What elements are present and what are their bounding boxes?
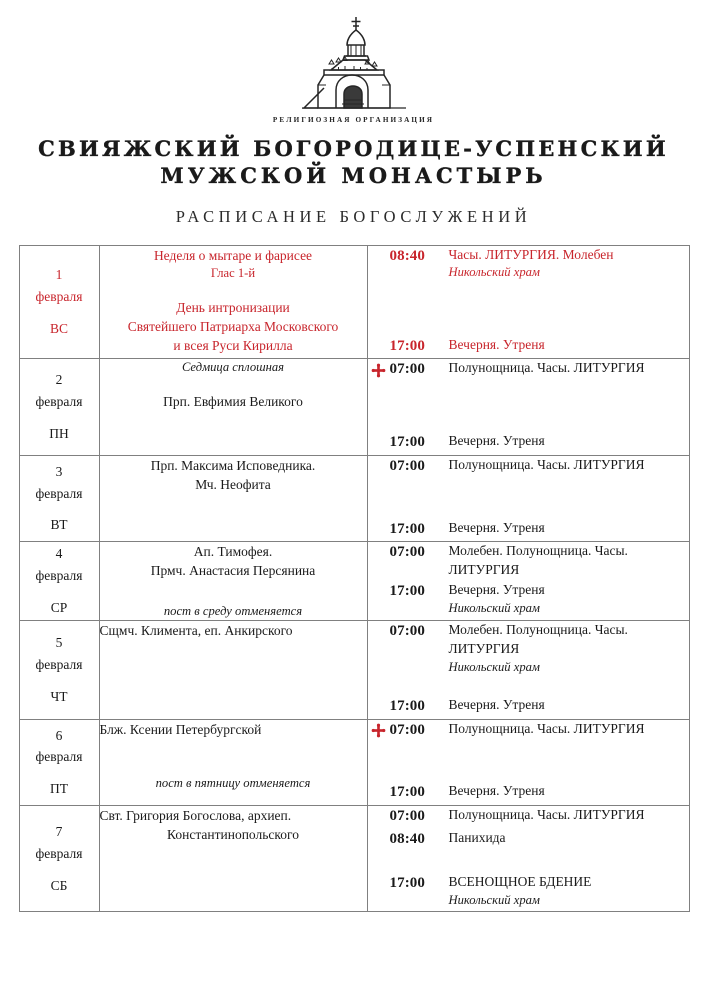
monastery-logo — [0, 14, 707, 124]
service-time: 07:00 — [389, 721, 425, 738]
service-cross-slot — [368, 621, 390, 624]
date-month: февраля — [35, 289, 83, 305]
service-details — [449, 873, 689, 909]
service-details — [449, 720, 689, 739]
table-row — [19, 455, 689, 541]
service-name: Полунощница. Часы. ЛИТУРГИЯ — [448, 720, 645, 736]
service-cross-slot — [368, 720, 390, 738]
service-name: Молебен. Полунощница. Часы. ЛИТУРГИЯ — [448, 622, 628, 656]
service-venue: Никольский храм — [448, 893, 540, 908]
services-cell — [367, 621, 689, 719]
date-month: февраля — [35, 657, 83, 673]
service-entry — [368, 542, 689, 579]
service-cross-slot — [368, 782, 390, 785]
services-cell — [367, 806, 689, 912]
service-entry — [368, 696, 689, 717]
service-details — [449, 696, 689, 715]
service-name: Вечерня. Утреня — [448, 783, 545, 799]
service-details — [449, 519, 689, 538]
service-entry — [368, 581, 689, 617]
feast-spacer — [100, 377, 367, 392]
feast-block — [100, 359, 367, 411]
service-entry — [368, 456, 689, 477]
service-details — [449, 456, 689, 475]
services-cell — [367, 719, 689, 805]
service-time: 07:00 — [389, 544, 425, 561]
date-cell — [19, 245, 99, 359]
service-entry — [368, 782, 689, 803]
masthead — [0, 0, 707, 124]
date-day: 7 — [55, 823, 63, 839]
feast-cell — [99, 359, 367, 455]
date-weekday: ВТ — [50, 517, 68, 533]
date-cell — [19, 719, 99, 805]
fasting-note: пост в среду отменяется — [163, 603, 303, 618]
service-name: Панихида — [448, 829, 506, 845]
table-row — [19, 542, 689, 621]
feast-cell — [99, 806, 367, 912]
date-day: 1 — [55, 267, 63, 283]
date-cell — [19, 455, 99, 541]
services-cell — [367, 542, 689, 621]
services-cell — [367, 359, 689, 455]
feast-block — [100, 621, 367, 640]
service-details — [449, 621, 689, 676]
service-name: Молебен. Полунощница. Часы. ЛИТУРГИЯ — [448, 543, 628, 577]
feast-line: Константинопольского — [167, 827, 299, 843]
feast-cell — [99, 621, 367, 719]
service-entry — [368, 519, 689, 540]
date-weekday: ПТ — [50, 781, 68, 797]
date-month: февраля — [35, 749, 83, 765]
table-row — [19, 806, 689, 912]
date-cell — [19, 806, 99, 912]
service-time: 07:00 — [389, 457, 425, 474]
date-weekday: СБ — [50, 877, 68, 893]
service-cross-slot — [368, 696, 390, 699]
service-time: 17:00 — [389, 583, 425, 600]
service-name: Полунощница. Часы. ЛИТУРГИЯ — [448, 456, 645, 472]
service-cross-slot — [368, 829, 390, 832]
service-time: 07:00 — [389, 623, 425, 640]
date-weekday: ПН — [49, 426, 69, 442]
feast-line: Седмица сплошная — [181, 360, 285, 375]
fasting-note: пост в пятницу отменяется — [155, 775, 311, 790]
service-name: Часы. ЛИТУРГИЯ. Молебен — [448, 246, 614, 262]
logo-caption: РЕЛИГИОЗНАЯ ОРГАНИЗАЦИЯ — [272, 116, 435, 124]
table-row — [19, 245, 689, 359]
date-month: февраля — [35, 845, 83, 861]
service-time: 07:00 — [389, 808, 425, 825]
service-time: 08:40 — [389, 247, 425, 264]
service-details — [449, 782, 689, 801]
service-name: Вечерня. Утреня — [448, 582, 545, 598]
feast-block — [100, 720, 367, 739]
service-name: Полунощница. Часы. ЛИТУРГИЯ — [448, 360, 645, 376]
service-cross-slot — [368, 246, 390, 249]
services-cell — [367, 245, 689, 359]
service-details — [449, 829, 689, 848]
service-name: Вечерня. Утреня — [448, 433, 545, 449]
service-name: Вечерня. Утреня — [448, 697, 545, 712]
service-name: Полунощница. Часы. ЛИТУРГИЯ — [448, 807, 645, 823]
service-entry — [368, 621, 689, 676]
service-details — [449, 336, 689, 355]
service-time: 17:00 — [389, 875, 425, 892]
service-venue: Никольский храм — [448, 659, 540, 674]
service-entry — [368, 246, 689, 282]
service-entry — [368, 873, 689, 909]
feast-line: Глас 1-й — [210, 265, 256, 280]
services-cell — [367, 455, 689, 541]
feast-line: Свт. Григория Богослова, архиеп. — [99, 808, 292, 824]
date-month: февраля — [35, 568, 83, 584]
service-spacer — [368, 742, 689, 782]
service-spacer — [368, 284, 689, 336]
service-cross-slot — [368, 873, 390, 876]
feast-cell — [99, 719, 367, 805]
service-time: 17:00 — [389, 337, 425, 354]
service-entry — [368, 359, 689, 380]
date-day: 4 — [55, 546, 63, 562]
feast-cell — [99, 542, 367, 621]
service-time: 08:40 — [389, 830, 425, 847]
service-name: ВСЕНОЩНОЕ БДЕНИЕ — [448, 874, 592, 890]
service-cross-slot — [368, 456, 390, 459]
date-month: февраля — [35, 394, 83, 410]
feast-line: Мч. Неофита — [195, 476, 271, 492]
service-cross-slot — [368, 542, 390, 545]
service-details — [449, 359, 689, 378]
feast-line: Сщмч. Климента, еп. Анкирского — [99, 623, 293, 639]
service-time: 17:00 — [389, 784, 425, 801]
table-row — [19, 719, 689, 805]
service-spacer — [368, 851, 689, 873]
feast-line: Прп. Евфимия Великого — [163, 394, 303, 410]
service-details — [449, 542, 689, 579]
monastery-title-line-2: МУЖСКОЙ МОНАСТЫРЬ — [160, 162, 547, 188]
service-details — [449, 432, 689, 451]
service-cross-slot — [368, 581, 390, 584]
service-venue: Никольский храм — [448, 265, 540, 280]
service-schedule-table — [19, 245, 690, 913]
feast-block — [100, 456, 367, 494]
service-details — [449, 246, 689, 282]
service-cross-slot — [368, 432, 390, 435]
feast-block — [100, 806, 367, 844]
date-weekday: СР — [50, 600, 68, 616]
service-entry — [368, 829, 689, 850]
schedule-table-body — [19, 245, 689, 912]
orthodox-cross-icon — [371, 723, 386, 738]
date-month: февраля — [35, 485, 83, 501]
feast-line: Блж. Ксении Петербургской — [99, 721, 262, 737]
feast-line: Ап. Тимофея. — [193, 544, 273, 560]
service-details — [449, 806, 689, 825]
service-spacer — [368, 678, 689, 696]
feast-cell — [99, 245, 367, 359]
monastery-gate-tower-icon — [300, 14, 408, 112]
service-entry — [368, 720, 689, 741]
date-day: 3 — [55, 463, 63, 479]
monastery-title — [0, 136, 707, 190]
date-day: 6 — [55, 727, 63, 743]
service-cross-slot — [368, 806, 390, 809]
monastery-title-line-1: СВИЯЖСКИЙ БОГОРОДИЦЕ-УСПЕНСКИЙ — [38, 136, 669, 161]
feast-line: и всея Руси Кирилла — [173, 338, 293, 354]
page-title: РАСПИСАНИЕ БОГОСЛУЖЕНИЙ — [175, 206, 532, 226]
service-cross-slot — [368, 519, 390, 522]
feast-line: Неделя о мытаре и фарисее — [153, 247, 313, 263]
service-venue: Никольский храм — [448, 601, 540, 616]
service-entry — [368, 336, 689, 357]
date-cell — [19, 621, 99, 719]
service-spacer — [368, 479, 689, 519]
feast-line: Святейшего Патриарха Московского — [127, 318, 339, 334]
feast-cell — [99, 455, 367, 541]
service-cross-slot — [368, 336, 390, 339]
date-cell — [19, 359, 99, 455]
service-name: Вечерня. Утреня — [448, 519, 545, 535]
feast-block — [100, 246, 367, 356]
schedule-table-container — [19, 245, 689, 913]
service-time: 17:00 — [389, 698, 425, 714]
feast-line: День интронизации — [176, 299, 290, 315]
feast-line: Прмч. Анастасия Персянина — [150, 563, 316, 579]
date-day: 5 — [55, 635, 63, 651]
date-day: 2 — [55, 372, 63, 388]
date-weekday: ВС — [49, 321, 68, 337]
service-entry — [368, 806, 689, 827]
service-time: 17:00 — [389, 520, 425, 537]
service-time: 17:00 — [389, 434, 425, 451]
service-time: 07:00 — [389, 361, 425, 378]
service-entry — [368, 432, 689, 453]
service-details — [449, 581, 689, 617]
feast-line: Прп. Максима Исповедника. — [150, 457, 316, 473]
service-spacer — [368, 382, 689, 432]
feast-spacer — [100, 283, 367, 298]
table-row — [19, 621, 689, 719]
date-cell — [19, 542, 99, 621]
service-cross-slot — [368, 359, 390, 377]
date-weekday: ЧТ — [50, 688, 68, 704]
service-name: Вечерня. Утреня — [448, 336, 545, 352]
orthodox-cross-icon — [371, 363, 386, 378]
feast-block — [100, 542, 367, 580]
table-row — [19, 359, 689, 455]
